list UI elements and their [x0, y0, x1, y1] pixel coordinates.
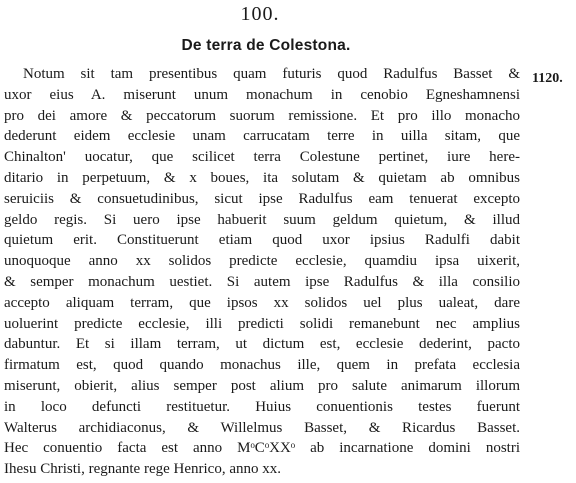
text-line: unoquoque anno xx solidos predicte ecclesie, quamdiu ipsa uixerit, — [4, 253, 520, 270]
margin-date: 1120. — [532, 71, 563, 86]
text-line: quietum erit. Constituerunt etiam quod uxor ipsius Radulfi dabit — [4, 232, 520, 249]
text-line: dederunt eidem ecclesie unam carrucatam terre in uilla sitam, que — [4, 128, 520, 145]
charter-title: De terra de Colestona. — [181, 37, 351, 54]
text-line: Walterus archidiaconus, & Willelmus Basset, & Ricardus Basset. — [4, 419, 520, 436]
charter-body — [4, 64, 520, 480]
text-line: ditario in perpetuum, & x boues, ita solutam & quietam ab omnibus — [4, 169, 520, 186]
text-line: uxor eius A. miserunt unum monachum in cenobio Egneshamnensi — [4, 86, 520, 103]
text-line: Hec conuentio facta est anno MᵒCᵒXXᵒ ab incarnatione domini nostri — [4, 440, 520, 457]
text-line: geldo regis. Si uero ipse habuerit suum geldum quietum, & illud — [4, 211, 520, 228]
charter-number: 100. — [240, 3, 280, 25]
text-line: miserunt, obierit, alius semper post alium pro salute animarum illorum — [4, 377, 520, 394]
text-line: in loco defuncti restituetur. Huius conuentionis testes fuerunt — [4, 398, 520, 415]
text-line: Ihesu Christi, regnante rege Henrico, anno xx. — [4, 461, 281, 478]
text-line: firmatum est, quod quando monachus ille, quem in prefata ecclesia — [4, 357, 520, 374]
text-line: Notum sit tam presentibus quam futuris quod Radulfus Basset & — [23, 66, 520, 82]
text-line: uoluerint predicte ecclesie, illi predicti solidi remanebunt nec amplius — [4, 315, 520, 332]
text-line: dabuntur. Et si illam terram, ut dictum est, ecclesie dederint, pacto — [4, 336, 520, 353]
text-line: pro dei amore & peccatorum suorum remissione. Et pro illo monacho — [4, 107, 520, 124]
text-line: & semper monachum uestiet. Si autem ipse Radulfus & illa consilio — [4, 273, 520, 290]
text-line: Chinalton' uocatur, que scilicet terra Colestune pertinet, iure here- — [4, 149, 520, 166]
text-line: accepto aliquam terram, que ipsos xx solidos uel plus ualeat, dare — [4, 294, 520, 311]
text-line: seruiciis & consuetudinibus, sicut ipse Radulfus eam tenuerat excepto — [4, 190, 520, 207]
